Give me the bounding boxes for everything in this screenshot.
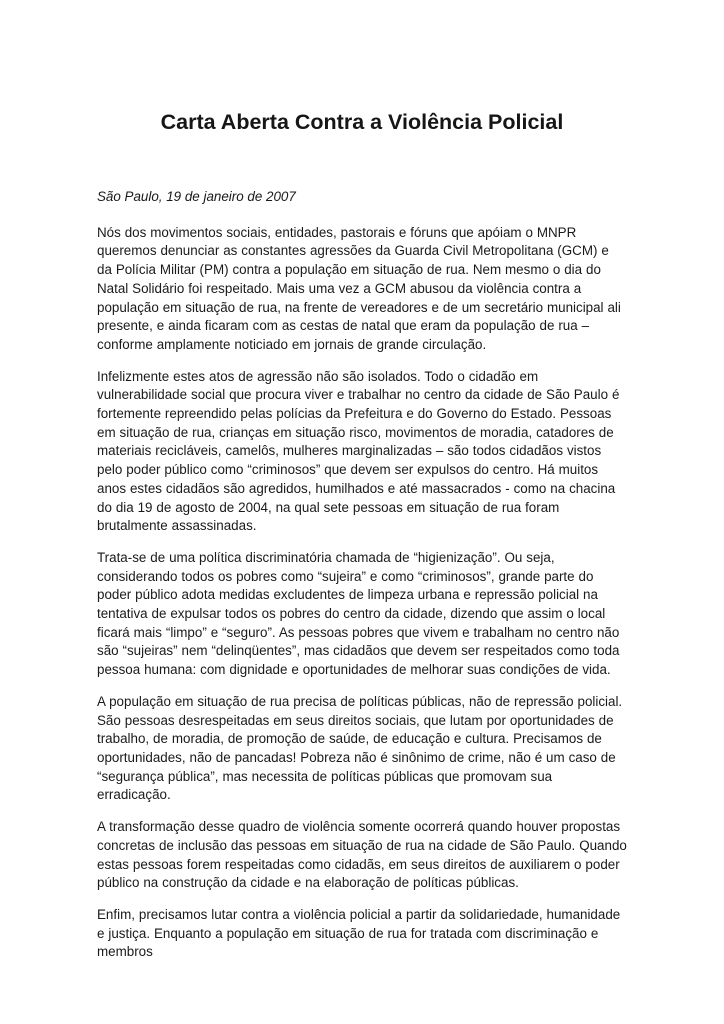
paragraph-1: Nós dos movimentos sociais, entidades, pastorais e fóruns que apóiam o MNPR queremos denunciar as constantes agressões da Guarda Civil Metropolitana (GCM) e da Polícia Militar (PM) contra a população em situação de rua. Nem mesmo o dia do Natal Solidário foi respeitado. Mais uma vez a GCM abusou da violência contra a população em situação de rua, na frente de vereadores e de um secretário municipal ali presente, e ainda ficaram com as cestas de natal que eram da população de rua – conforme amplamente noticiado em jornais de grande circulação. [97, 224, 621, 352]
paragraph-3: Trata-se de uma política discriminatória chamada de “higienização”. Ou seja, considerando todos os pobres como “sujeira” e como “criminosos”, grande parte do poder público adota medidas excludentes de limpeza urbana e repressão policial na tentativa de expulsar todos os pobres do centro da cidade, dizendo que assim o local ficará mais “limpo” e “seguro”. As pessoas pobres que vivem e trabalham no centro não são “sujeiras” nem “delinqüentes”, mas cidadãos que devem ser respeitados como toda pessoa humana: com dignidade e oportunidades de melhorar suas condições de vida. [97, 549, 620, 678]
paragraph-4: A população em situação de rua precisa de políticas públicas, não de repressão policial. São pessoas desrespeitadas em seus direitos sociais, que lutam por oportunidades de trabalho, de moradia, de promoção de saúde, de educação e cultura. Precisamos de oportunidades, não de pancadas! Pobreza não é sinônimo de crime, não é um caso de “segurança pública”, mas necessita de políticas públicas que promovam sua erradicação. [97, 693, 623, 803]
document-title: Carta Aberta Contra a Violência Policial [160, 110, 564, 134]
paragraph-5: A transformação desse quadro de violência somente ocorrerá quando houver propostas concretas de inclusão das pessoas em situação de rua na cidade de São Paulo. Quando estas pessoas forem respeitadas como cidadãs, em seus direitos de auxiliarem o poder público na construção da cidade e na elaboração de políticas públicas. [97, 819, 627, 891]
paragraph-2: Infelizmente estes atos de agressão não são isolados. Todo o cidadão em vulnerabilidade social que procura viver e trabalhar no centro da cidade de São Paulo é fortemente repreendido pelas polícias da Prefeitura e do Governo do Estado. Pessoas em situação de rua, crianças em situação risco, movimentos de moradia, catadores de materiais recicláveis, camelôs, mulheres marginalizadas – são todos cidadãos vistos pelo poder público como “criminosos” que devem ser expulsos do centro. Há muitos anos estes cidadãos são agredidos, humilhados e até massacrados - como na chacina do dia 19 de agosto de 2004, na qual sete pessoas em situação de rua foram brutalmente assassinadas. [97, 368, 620, 534]
paragraph-6: Enfim, precisamos lutar contra a violência policial a partir da solidariedade, humanidade e justiça. Enquanto a população em situação de rua for tratada com discriminação e membros [97, 906, 621, 960]
dateline: São Paulo, 19 de janeiro de 2007 [97, 189, 296, 204]
